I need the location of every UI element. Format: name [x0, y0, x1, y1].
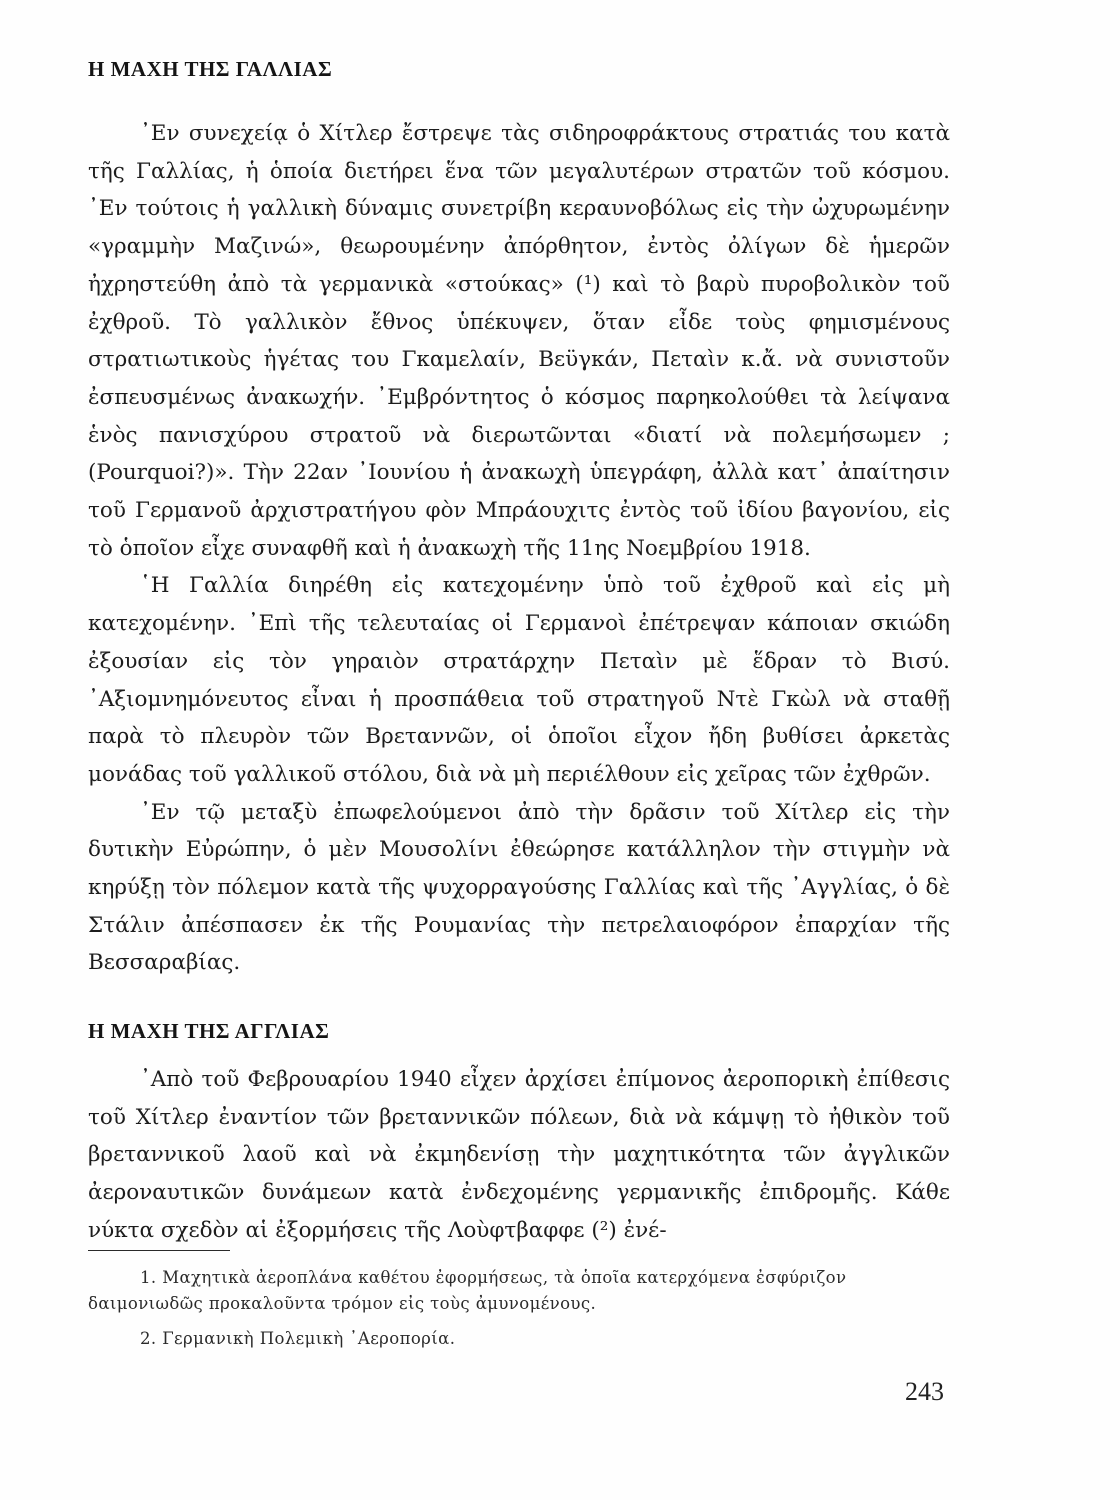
- paragraph: ᾿Απὸ τοῦ Φεβρουαρίου 1940 εἶχεν ἀρχίσει ἐπίμονος ἀεροπορικὴ ἐπίθεσις τοῦ Χίτλερ ἐναντίον τῶν βρεταννικῶν πόλεων, διὰ νὰ κάμψῃ τὸ ἠθικὸν τοῦ βρεταννικοῦ λαοῦ καὶ νὰ ἐκμηδενίσῃ τὴν μαχητικότητα τῶν ἀγγλικῶν ἀεροναυτικῶν δυνάμεων κατὰ ἐνδεχομένης γερμανικῆς ἐπιδρομῆς. Κάθε νύκτα σχεδὸν αἱ ἐξορμήσεις τῆς Λοὺφτβαφφε (²) ἐνέ-: [88, 1067, 950, 1243]
- section-heading-battle-of-britain: Η ΜΑΧΗ ΤΗΣ ΑΓΓΛΙΑΣ: [88, 1019, 330, 1043]
- footnote-divider: [88, 1250, 230, 1251]
- paragraph: ᾿Εν τῷ μεταξὺ ἐπωφελούμενοι ἀπὸ τὴν δρᾶσιν τοῦ Χίτλερ εἰς τὴν δυτικὴν Εὐρώπην, ὁ μὲν Μουσολίνι ἐθεώρησε κατάλληλον τὴν στιγμὴν νὰ κηρύξῃ τὸν πόλεμον κατὰ τῆς ψυχορραγούσης Γαλλίας καὶ τῆς ᾿Αγγλίας, ὁ δὲ Στάλιν ἀπέσπασεν ἐκ τῆς Ρουμανίας τὴν πετρελαιοφόρον ἐπαρχίαν τῆς Βεσσαραβίας.: [88, 799, 950, 976]
- footnote-1: 1. Μαχητικὰ ἀεροπλάνα καθέτου ἐφορμήσεως, τὰ ὁποῖα κατερχόμενα ἐσφύριζον δαιμονιωδῶς προκαλοῦντα τρόμον εἰς τοὺς ἀμυνομένους.: [88, 1268, 847, 1313]
- footnote-2: 2. Γερμανικὴ Πολεμικὴ ᾿Αεροπορία.: [140, 1329, 456, 1348]
- paragraph: ᾿Εν συνεχείᾳ ὁ Χίτλερ ἔστρεψε τὰς σιδηροφράκτους στρατιάς του κατὰ τῆς Γαλλίας, ἡ ὁποία διετήρει ἕνα τῶν μεγαλυτέρων στρατῶν τοῦ κόσμου. ᾿Εν τούτοις ἡ γαλλικὴ δύναμις συνετρίβη κεραυνοβόλως εἰς τὴν ὠχυρωμένην «γραμμὴν Μαζινώ», θεωρουμένην ἀπόρθητον, ἐντὸς ὀλίγων δὲ ἡμερῶν ἠχρηστεύθη ἀπὸ τὰ γερμανικὰ «στούκας» (¹) καὶ τὸ βαρὺ πυροβολικὸν τοῦ ἐχθροῦ. Τὸ γαλλικὸν ἔθνος ὑπέκυψεν, ὅταν εἶδε τοὺς φημισμένους στρατιωτικοὺς ἡγέτας του Γκαμελαίν, Βεϋγκάν, Πεταὶν κ.ἄ. νὰ συνιστοῦν ἐσπευσμένως ἀνακωχήν. ᾿Εμβρόντητος ὁ κόσμος παρηκολούθει τὰ λείψανα ἑνὸς πανισχύρου στρατοῦ νὰ διερωτῶνται «διατί νὰ πολεμήσωμεν ; (Pourquoi?)». Τὴν 22αν ᾿Ιουνίου ἡ ἀνακωχὴ ὑπεγράφη, ἀλλὰ κατ᾿ ἀπαίτησιν τοῦ Γερμανοῦ ἀρχιστρατήγου φὸν Μπράουχιτς ἐντὸς τοῦ ἰδίου βαγονίου, εἰς τὸ ὁποῖον εἶχε συναφθῆ καὶ ἡ ἀνακωχὴ τῆς 11ης Νοεμβρίου 1918.: [88, 121, 950, 561]
- paragraph: ῾Η Γαλλία διηρέθη εἰς κατεχομένην ὑπὸ τοῦ ἐχθροῦ καὶ εἰς μὴ κατεχομένην. ᾿Επὶ τῆς τελευταίας οἱ Γερμανοὶ ἐπέτρεψαν κάποιαν σκιώδη ἐξουσίαν εἰς τὸν γηραιὸν στρατάρχην Πεταὶν μὲ ἕδραν τὸ Βισύ. ᾿Αξιομνημόνευτος εἶναι ἡ προσπάθεια τοῦ στρατηγοῦ Ντὲ Γκὼλ νὰ σταθῇ παρὰ τὸ πλευρὸν τῶν Βρεταννῶν, οἱ ὁποῖοι εἶχον ἤδη βυθίσει ἀρκετὰς μονάδας τοῦ γαλλικοῦ στόλου, διὰ νὰ μὴ περιέλθουν εἰς χεῖρας τῶν ἐχθρῶν.: [88, 573, 950, 787]
- section-body-battle-of-france: [88, 115, 950, 982]
- section-body-battle-of-britain: [88, 1061, 950, 1250]
- page-number: 243: [905, 1377, 944, 1406]
- footnotes: [88, 1265, 950, 1352]
- section-heading-battle-of-france: Η ΜΑΧΗ ΤΗΣ ΓΑΛΛΙΑΣ: [88, 57, 333, 81]
